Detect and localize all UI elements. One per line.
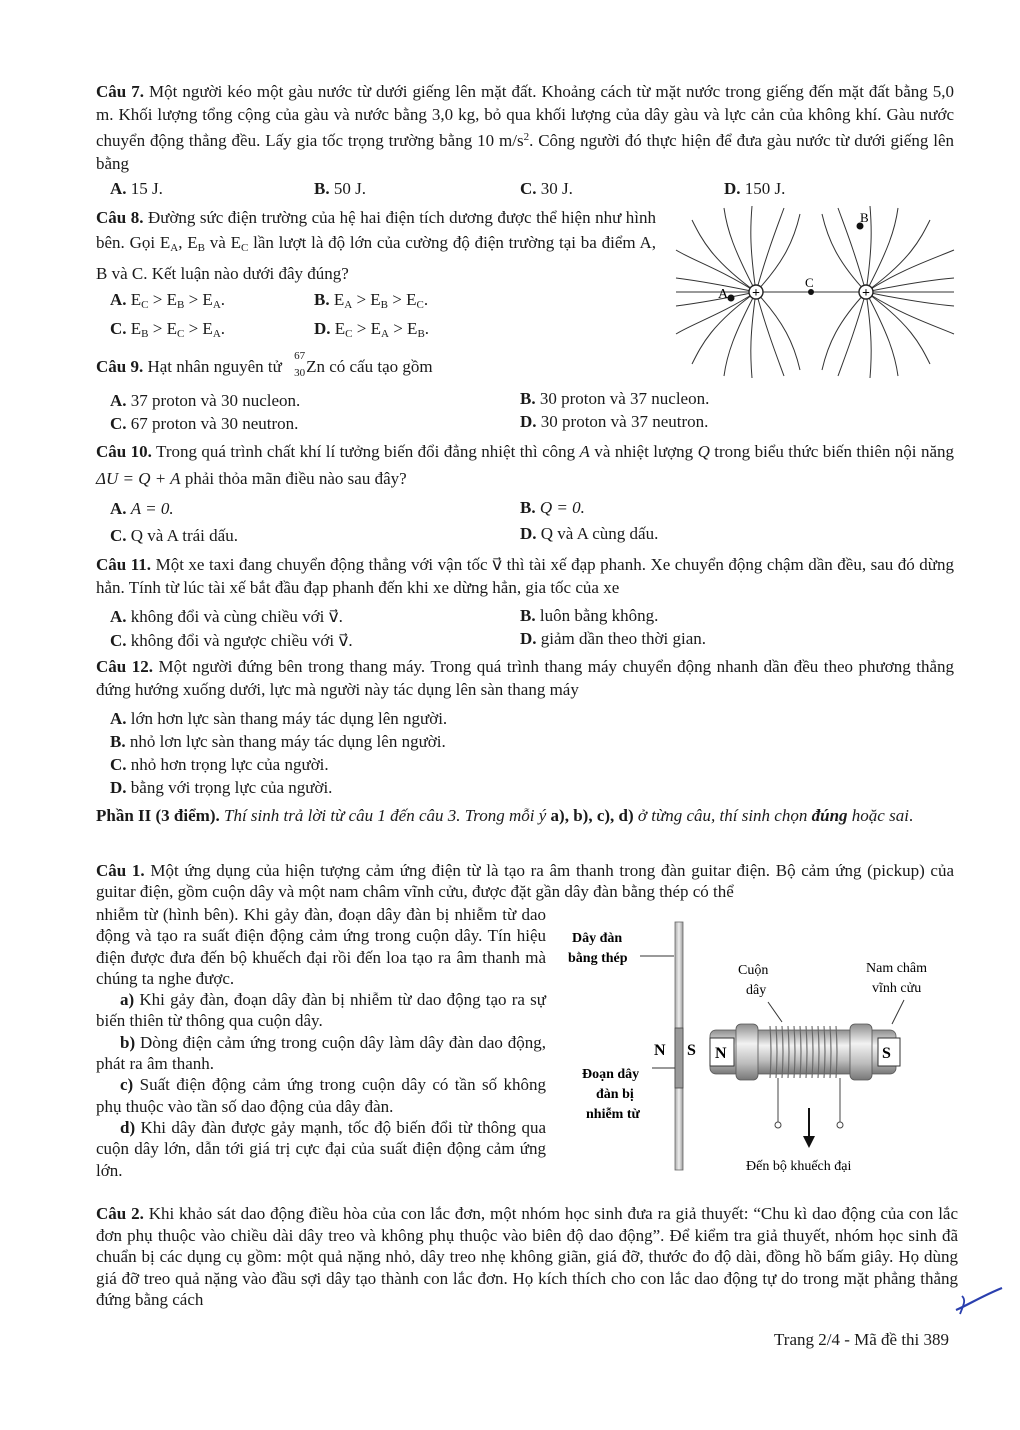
magnetized-segment [675,1028,683,1088]
q12-option-c: C. nhỏ hơn trọng lực của người. [110,755,329,774]
left-charge-sign: + [752,286,760,301]
q9-option-b: B. 30 proton và 37 nucleon. [520,389,710,408]
q9-option-d: D. 30 proton và 37 neutron. [520,412,709,431]
q11-option-c: C. không đổi và ngược chiều với v⃗. [110,631,353,650]
page-footer: Trang 2/4 - Mã đề thi 389 [774,1330,950,1349]
part-2-header: Phần II (3 điểm). Thí sinh trả lời từ câu 1 đến câu 3. Trong mỗi ý a), b), c), d) ở từng câu, thí sinh chọn đúng hoặc sai. [96,806,914,825]
p2-question-1-intro: Câu 1. Một ứng dụng của hiện tượng cảm ứng điện từ là tạo ra âm thanh trong đàn guitar điện. Bộ cảm ứng (pickup) của guitar điện, gồm cuộn dây và một nam châm vĩnh cửu, được đặt gần dây đàn bằng thép có thể [96,861,955,901]
zn-nuclide: 67 30 [294,350,306,379]
q7-text-sup: 2 [523,131,530,143]
svg-text:N: N [654,1042,666,1059]
q12-option-d: D. bằng với trọng lực của người. [110,778,333,797]
q7-option-a: A. 15 J. [110,179,163,198]
right-charge-sign: + [862,286,870,301]
q8-option-b: B. $E_A > E_B > E_C$. [314,290,429,311]
q11-option-a: A. không đổi và cùng chiều với v⃗. [110,607,343,626]
q9-option-c: C. 67 proton và 30 neutron. [110,414,299,433]
magnet-left-cap [736,1024,758,1080]
q8-label: Câu 8. [96,208,144,227]
q7-text-end: . Công người đó thực hiện để đưa gàu nước từ dưới giếng lên bằng [96,131,954,173]
point-a-label: A [718,287,729,302]
q7-text: Một người kéo một gàu nước từ dưới giếng lên mặt đất. Khoảng cách từ mặt nước trong giếng đến mặt đất bằng 5,0 m. Khối lượng tổng cộng của gàu và nước bằng 3,0 kg, bỏ qua khối lượng của dây gàu và lực cản của không khí. Gàu nước chuyển động thẳng đều. Lấy gia tốc trọng trường bằng 10 m/s [96,82,955,150]
svg-text:nhiễm từ: nhiễm từ [586,1107,640,1122]
q10-formula: ΔU = Q + A [96,469,181,488]
pen-mark [952,1284,1008,1318]
svg-text:S: S [882,1045,891,1062]
point-a [728,295,735,302]
q10-option-b: B. Q = 0. [520,498,585,517]
question-7 [96,80,954,175]
question-9: Câu 9. Hạt nhân nguyên tử 67 30 Zn có cấu tạo gồm [96,350,433,379]
point-b-label: B [860,210,869,225]
q8-option-c: C. $E_B > E_C > E_A$. [110,319,226,340]
svg-text:Cuộn: Cuộn [738,963,769,978]
guitar-pickup-figure [560,918,960,1178]
q9-option-a: A. 37 proton và 30 nucleon. [110,391,301,410]
question-12: Câu 12. Một người đứng bên trong thang máy. Trong quá trình thang máy chuyển động nhanh dần đều theo phương thẳng đứng hướng xuống dưới, lực mà người này tác dụng lên sàn thang máy [96,657,955,699]
q7-option-b: B. 50 J. [314,179,366,198]
svg-text:vĩnh cửu: vĩnh cửu [872,981,922,996]
q10-option-c: C. Q và A trái dấu. [110,526,238,545]
svg-text:bằng thép: bằng thép [568,951,628,966]
q7-option-d: D. 150 J. [724,179,786,198]
question-10: Câu 10. Trong quá trình chất khí lí tưởng biến đổi đẳng nhiệt thì công A và nhiệt lượng Q trong biểu thức biến thiên nội năng ΔU = Q + A phải thỏa mãn điều nào sau đây? [96,442,954,488]
q10-option-a: A. A = 0. [110,499,174,518]
q11-option-b: B. luôn bằng không. [520,606,659,625]
q7-option-c: C. 30 J. [520,179,573,198]
question-8: Câu 8. Đường sức điện trường của hệ hai điện tích dương được thể hiện như hình bên. Gọi $E_A$, $E_B$ và $E_C$ lần lượt là độ lớn của cường độ điện trường tại ba điểm A, B và C. Kết luận nào dưới đây đúng? [96,208,657,283]
p2-question-1-body: nhiễm từ (hình bên). Khi gảy đàn, đoạn dây đàn bị nhiễm từ dao động và tạo ra suất điện động cảm ứng trong cuộn dây. Tín hiệu điện được đưa đến bộ khuếch đại rồi đến loa tạo ra âm thanh mà chúng ta nghe được. a) Khi gảy đàn, đoạn dây đàn bị nhiễm từ dao động tạo ra sự biến thiên từ thông qua cuộn dây. b) Dòng điện cảm ứng trong cuộn dây làm dây đàn dao động, phát ra âm thanh. c) Suất điện động cảm ứng trong cuộn dây có tần số không phụ thuộc vào tần số dao động của dây đàn. d) Khi dây đàn được gảy mạnh, tốc độ biến đổi từ thông qua cuộn dây lớn, dẫn tới giá trị cực đại của suất điện động cảm ứng lớn. [96,905,547,1180]
p2-question-2: Câu 2. Khi khảo sát dao động điều hòa của con lắc đơn, một nhóm học sinh đưa ra giả thuyết: “Chu kì dao động của con lắc đơn phụ thuộc vào chiều dài dây treo và không phụ thuộc vào biên độ dao động”. Để kiểm tra giả thuyết, nhóm học sinh đã chuẩn bị các dụng cụ gồm: một quả nặng nhỏ, dây treo nhẹ không giãn, giá đỡ, thước đo độ dài, đồng hồ bấm giây. Họ dùng giá đỡ treo quả nặng vào đầu sợi dây tạo thành con lắc đơn. Họ kích thích cho con lắc dao động tự do trong mặt phẳng thẳng đứng bằng cách [96,1204,959,1310]
q12-option-a: A. lớn hơn lực sàn thang máy tác dụng lên người. [110,709,448,728]
q7-label: Câu 7. [96,82,144,101]
field-lines-figure [672,200,956,380]
q12-option-b: B. nhỏ lơn lực sàn thang máy tác dụng lên người. [110,732,446,751]
q8-text-2: lần lượt là độ lớn của cường độ điện trường tại ba điểm A, B và C. Kết luận nào dưới đây đúng? [96,233,657,283]
svg-text:Dây đàn: Dây đàn [572,931,623,946]
q8-option-a: A. $E_C > E_B > E_A$. [110,290,226,311]
svg-text:Đoạn dây: Đoạn dây [582,1067,640,1082]
svg-text:N: N [715,1045,727,1062]
svg-text:Nam châm: Nam châm [866,961,928,976]
q10-option-d: D. Q và A cùng dấu. [520,524,659,543]
svg-text:đàn bị: đàn bị [596,1087,634,1102]
svg-text:Đến bộ khuếch đại: Đến bộ khuếch đại [746,1159,852,1174]
q9-label: Câu 9. [96,357,144,376]
q8-text: Đường sức điện trường của hệ hai điện tích dương được thể hiện như hình bên. Gọi E [96,208,656,252]
q11-option-d: D. giảm dần theo thời gian. [520,629,707,648]
svg-text:dây: dây [746,983,767,998]
point-c-label: C [805,275,814,290]
svg-text:S: S [687,1042,696,1059]
magnet-right-cap [850,1024,872,1080]
q8-option-d: D. $E_C > E_A > E_B$. [314,319,430,340]
question-11: Câu 11. Một xe taxi đang chuyển động thẳng với vận tốc v⃗ thì tài xế đạp phanh. Xe chuyển động chậm dần đều, sau đó dừng hẳn. Tính từ lúc tài xế bắt đầu đạp phanh đến khi xe dừng hẳn, gia tốc của xe [96,555,955,597]
